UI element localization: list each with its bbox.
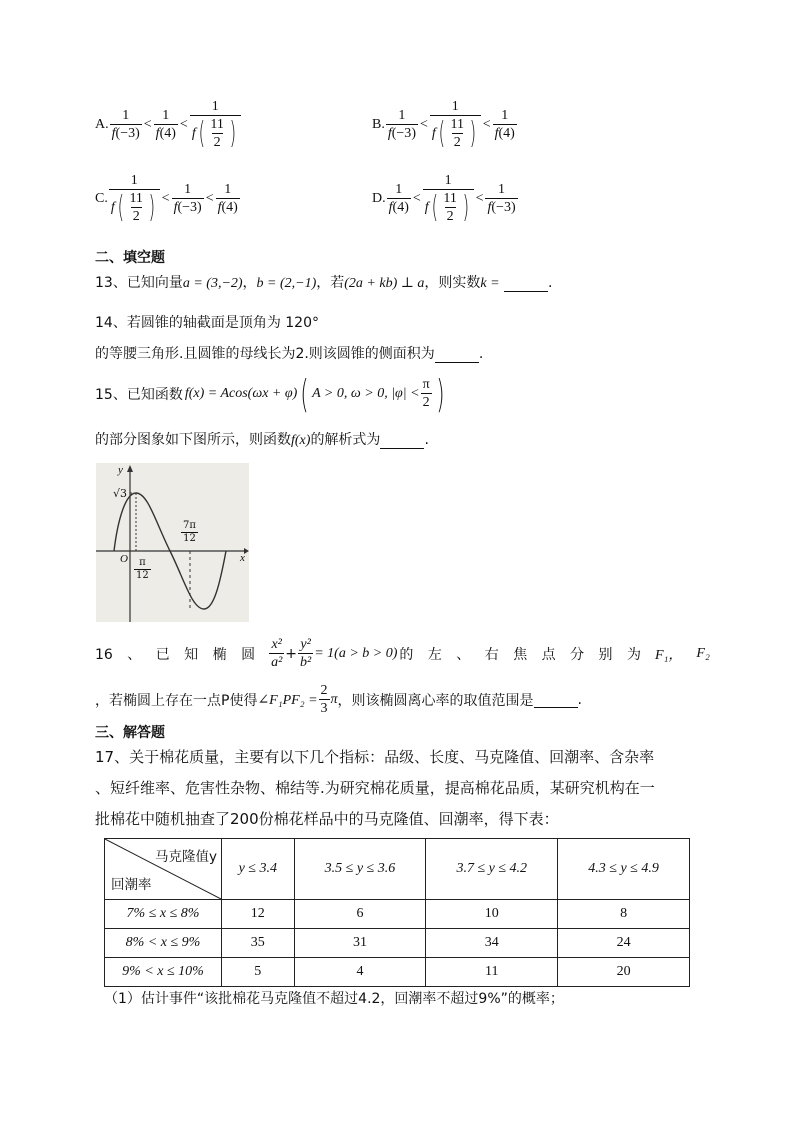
question-13: 13、已知向量a = (3,−2)，b = (2,−1)，若(2a + kb) ⊥ a，则实数k = . xyxy=(95,275,553,291)
table-cell: 34 xyxy=(426,929,558,958)
section-title: 二、填空题 xyxy=(95,250,165,266)
y-label: y xyxy=(118,464,123,476)
option-label: A. xyxy=(95,117,109,132)
origin-label: O xyxy=(120,553,128,565)
fraction: 1 f ( $\frac{11}{2}$ ) xyxy=(423,172,474,226)
fraction: 1 f ( $\frac{11}{2}$ ) xyxy=(109,172,160,226)
option-a[interactable]: A. $\frac{1}{f(-3)}$ < $\frac{1}{f(4)}$ < 1 f ( $\frac{11}{2}$ ) xyxy=(95,98,242,152)
fraction: 1 f ( $\frac{11}{2}$ ) xyxy=(190,98,241,152)
sqrt3-label: √3 xyxy=(113,487,128,500)
fraction: $\frac{1}{f(-3)}$ xyxy=(111,108,140,141)
fraction: $\frac{1}{f(-3)}$ xyxy=(387,108,416,141)
fraction: $\frac{1}{f(4)}$ xyxy=(388,182,409,215)
table-row xyxy=(105,929,690,958)
option-label: C. xyxy=(95,191,108,206)
perpendicular-condition: (2a + kb) ⊥ a xyxy=(344,276,425,291)
answer-blank[interactable] xyxy=(380,434,424,449)
column-header: 4.3 ≤ y ≤ 4.9 xyxy=(558,839,690,900)
option-label: B. xyxy=(372,117,385,132)
fraction: $\frac{1}{f(4)}$ xyxy=(217,182,238,215)
vector-a: a = (3,−2) xyxy=(182,276,243,291)
table-cell: 4 xyxy=(294,958,426,987)
column-header: 3.7 ≤ y ≤ 4.2 xyxy=(426,839,558,900)
table-cell: 6 xyxy=(294,900,426,929)
question-17-line1: 17、关于棉花质量，主要有以下几个指标：品级、长度、马克隆值、回潮率、含杂率 xyxy=(95,748,655,766)
question-17-sub1: （1）估计事件“该批棉花马克隆值不超过4.2，回潮率不超过9%”的概率； xyxy=(104,991,564,1007)
fraction: 1 f ( $\frac{11}{2}$ ) xyxy=(430,98,481,152)
option-b[interactable]: B. $\frac{1}{f(-3)}$ < 1 f ( $\frac{11}{2}$ ) < $\frac{1}{f(4)}$ xyxy=(372,99,515,151)
table-cell: 12 xyxy=(222,900,295,929)
table-cell: 35 xyxy=(222,929,295,958)
table-cell: 20 xyxy=(558,958,690,987)
table-cell: 24 xyxy=(558,929,690,958)
function-graph xyxy=(96,463,249,622)
fraction: $\frac{1}{f(4)}$ xyxy=(155,108,176,141)
tick-pi-12: $\frac{\pi}{12}$ xyxy=(136,557,149,581)
question-17-line2: 、短纤维率、危害性杂物、棉结等.为研究棉花质量，提高棉花品质，某研究机构在一 xyxy=(95,779,655,797)
x-label: x xyxy=(240,552,245,564)
function-expression: f(x) = Acos(ωx + φ) xyxy=(184,386,298,401)
table-cell: 10 xyxy=(426,900,558,929)
table-cell: 31 xyxy=(294,929,426,958)
question-17-line3: 批棉花中随机抽查了200份棉花样品中的马克隆值、回潮率，得下表： xyxy=(95,810,559,828)
vector-b: b = (2,−1) xyxy=(256,276,317,291)
fraction: $\frac{1}{f(-3)}$ xyxy=(173,182,202,215)
row-label: 7% ≤ x ≤ 8% xyxy=(105,900,222,929)
table-header-row xyxy=(105,839,690,900)
option-label: D. xyxy=(372,191,386,206)
data-table xyxy=(104,838,690,987)
table-cell: 8 xyxy=(558,900,690,929)
question-15-line2: 的部分图象如下图所示，则函数f(x)的解析式为 . xyxy=(95,432,429,448)
answer-blank[interactable] xyxy=(504,277,548,292)
y-axis-arrow xyxy=(127,465,133,472)
option-c[interactable]: C. 1 f ( $\frac{11}{2}$ ) < $\frac{1}{f(-3)}$ < $\frac{1}{f(4)}$ xyxy=(95,173,238,225)
header-top-label: 马克隆值y xyxy=(155,849,217,865)
answer-blank[interactable] xyxy=(435,348,479,363)
column-header: 3.5 ≤ y ≤ 3.6 xyxy=(294,839,426,900)
table-cell: 5 xyxy=(222,958,295,987)
table-corner-cell xyxy=(105,839,222,900)
section-title: 三、解答题 xyxy=(95,725,165,741)
function-condition: A > 0, ω > 0, |φ| < xyxy=(312,386,420,401)
header-bottom-label: 回潮率 xyxy=(111,877,152,893)
table-row xyxy=(105,958,690,987)
fraction: $\frac{1}{f(4)}$ xyxy=(494,108,515,141)
row-label: 8% < x ≤ 9% xyxy=(105,929,222,958)
column-header: y ≤ 3.4 xyxy=(222,839,295,900)
question-16-line1: 16 、 已 知 椭 圆 $\frac{\text{x²}}{\text{a²}}$ + $\frac{\text{y²}}{\text{b²}}$ = 1(a > b > 0) 的 左 、 右 焦 点 分 别 为 F₁， F₂ xyxy=(95,637,710,670)
question-14-line1: 14、若圆锥的轴截面是顶角为 120° xyxy=(95,315,319,331)
row-label: 9% < x ≤ 10% xyxy=(105,958,222,987)
table-row xyxy=(105,900,690,929)
fraction: $\frac{1}{f(-3)}$ xyxy=(487,182,516,215)
question-14-line2: 的等腰三角形.且圆锥的母线长为2.则该圆锥的侧面积为 . xyxy=(95,346,484,362)
table-cell: 11 xyxy=(426,958,558,987)
question-15-line1: 15、已知函数 f(x) = Acos(ωx + φ) ( A > 0, ω > 0, |φ| < $\frac{\pi}{2}$ ) xyxy=(95,372,445,416)
question-16-line2: ，若椭圆上存在一点P使得 ∠F₁PF₂ = $\frac{2}{3}$ π ，则该椭圆离心率的取值范围是 . xyxy=(95,683,582,716)
tick-7pi-12: $\frac{7\pi}{12}$ xyxy=(183,520,196,544)
answer-blank[interactable] xyxy=(534,693,578,708)
option-d[interactable]: D. $\frac{1}{f(4)}$ < 1 f ( $\frac{11}{2}$ ) < $\frac{1}{f(-3)}$ xyxy=(372,173,516,225)
